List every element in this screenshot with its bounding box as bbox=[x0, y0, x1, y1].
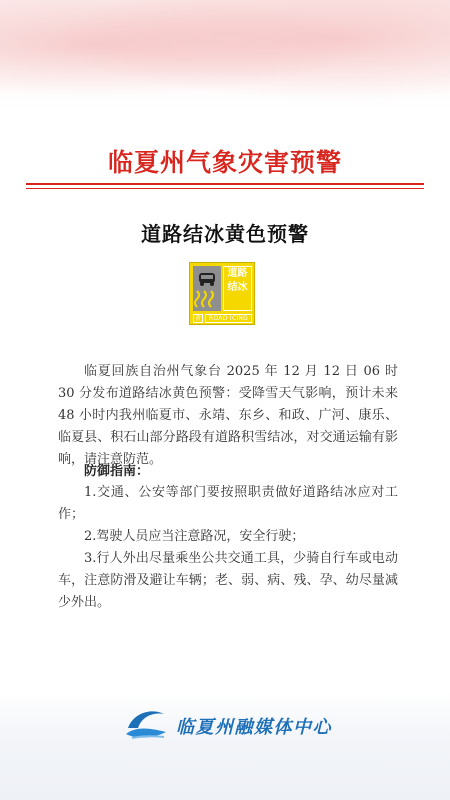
top-decorative-band bbox=[0, 0, 450, 110]
guide-item-2: 2.驾驶人员应当注意路况，安全行驶； bbox=[84, 529, 305, 544]
footer-band bbox=[0, 692, 450, 800]
skidding-car-icon bbox=[193, 266, 221, 311]
footer-org-name: 临夏州融媒体中心 bbox=[176, 717, 332, 738]
road-icing-warning-badge bbox=[189, 262, 255, 325]
warning-paragraph: 临夏回族自治州气象台 2025 年 12 月 12 日 06 时 30 分发布道路结冰黄色预警：受降雪天气影响，预计未来 48 小时内我州临夏市、永靖、东乡、和政、广河、康乐、临夏县、积石山部分路段有道路积雪结冰，对交通运输有影响，请注意防范。 bbox=[58, 364, 398, 467]
header-divider-thin bbox=[26, 188, 424, 189]
warning-title: 道路结冰黄色预警 bbox=[141, 222, 309, 246]
guide-item-1: 1.交通、公安等部门要按照职责做好道路结冰应对工作； bbox=[58, 485, 398, 522]
guide-item-3: 3.行人外出尽量乘坐公共交通工具，少骑自行车或电动车，注意防滑及避让车辆；老、弱、病、残、孕、幼尽量减少外出。 bbox=[58, 551, 398, 610]
page-header-title: 临夏州气象灾害预警 bbox=[107, 148, 342, 177]
badge-level-text: 黄 bbox=[194, 315, 201, 322]
guide-heading: 防御指南： bbox=[84, 464, 150, 479]
badge-en-text: ROAD ICING bbox=[205, 314, 252, 323]
river-wave-logo-icon bbox=[124, 706, 168, 742]
header-divider-thick bbox=[26, 183, 424, 185]
badge-cn-text: 道路结冰 bbox=[223, 266, 252, 311]
